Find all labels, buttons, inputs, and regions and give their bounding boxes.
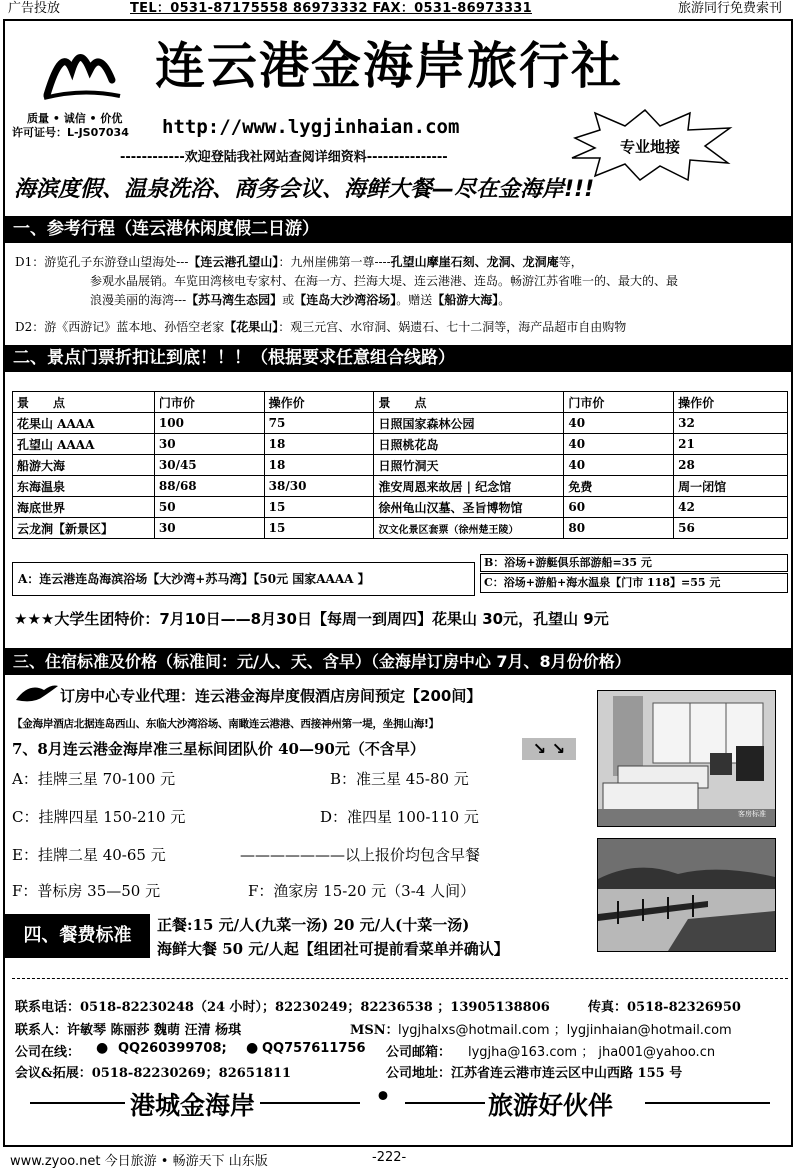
company-logo: [42, 40, 122, 109]
msn-label: MSN：: [350, 1023, 399, 1038]
photo-caption: 客房标准: [738, 810, 766, 818]
hotel-room-photo: [597, 690, 776, 827]
d1-highlight: 【连云港孔望山】: [188, 255, 279, 269]
student-offer: ★★★大学生团特价：7月10日——8月30日【每周一到周四】花果山 30元，孔望山 9元: [14, 610, 609, 628]
price-a: A：挂牌三星 70-100 元: [12, 770, 176, 788]
section-meal-title: 四、餐费标准: [5, 914, 150, 958]
price-f2: F：渔家房 15-20 元（3-4 人间）: [248, 882, 476, 900]
price-e: E：挂牌二星 40-65 元: [12, 846, 166, 864]
page-number: -222-: [372, 1150, 407, 1165]
contact-people: 联系人：许敏琴 陈丽莎 魏萌 汪清 杨琪: [15, 1023, 242, 1038]
contact-phone: 联系电话：0518-82230248（24 小时）；82230249；82236538 ；13905138806: [15, 1000, 550, 1015]
tagline-dot: •: [375, 1082, 391, 1111]
msn-address[interactable]: lygjhalxs@hotmail.com ；lygjinhaian@hotmail.com: [398, 1023, 732, 1038]
combo-c: C：浴场+游船+海水温泉【门市 118】=55 元: [480, 573, 788, 593]
free-copy-label: 旅游同行免费索刊: [678, 1, 783, 16]
price-d: D：准四星 100-110 元: [320, 808, 479, 826]
footer-site[interactable]: www.zyoo.net 今日旅游 • 畅游天下 山东版: [10, 1154, 268, 1169]
itinerary-day2: D2：游《西游记》蓝本地、孙悟空老家【花果山】：观三元宫、水帘洞、娲遗石、七十二洞等，海产品超市自由购物: [15, 320, 627, 334]
qq-penguin-icon: ●: [246, 1040, 259, 1056]
table-header-row: 景 点 门市价 操作价 景 点 门市价 操作价: [13, 392, 788, 413]
d1-prefix: D1：游览孔子东游登山望海处---: [15, 255, 189, 269]
tagline-rule: [405, 1102, 485, 1104]
email-label: 公司邮箱：: [386, 1045, 452, 1060]
online-label: 公司在线：: [15, 1045, 81, 1060]
company-title: 连云港金海岸旅行社: [155, 36, 623, 95]
d1-end: 等，: [558, 255, 583, 269]
section-itinerary-title: 一、参考行程（连云港休闲度假二日游）: [5, 216, 791, 243]
email-address[interactable]: lygjha@163.com ； jha001@yahoo.cn: [468, 1045, 716, 1060]
table-row: 东海温泉 88/68 38/30 淮安周恩来故居 | 纪念馆 免费 周一闭馆: [13, 476, 788, 497]
divider: [12, 978, 788, 979]
seafood-meal: 海鲜大餐 50 元/人起【组团社可提前看菜单并确认】: [157, 940, 509, 958]
qq-number-2[interactable]: QQ757611756: [262, 1041, 366, 1056]
slogan: 海滨度假、温泉洗浴、商务会议、海鲜大餐—尽在金海岸!!!: [14, 177, 595, 202]
bird-icon: [14, 680, 60, 710]
meal-standard: 正餐:15 元/人(九菜一汤) 20 元/人(十菜一汤): [157, 916, 470, 934]
qq-number-1[interactable]: QQ260399708;: [118, 1041, 227, 1056]
starburst-badge: [570, 108, 735, 183]
table-row: 云龙涧【新景区】 30 15 汉文化景区套票（徐州楚王陵） 80 56: [13, 518, 788, 539]
tagline-rule: [645, 1102, 770, 1104]
d1-line3: 浪漫美丽的海湾---【苏马湾生态园】或【连岛大沙湾浴场】。赠送【船游大海】。: [90, 293, 511, 307]
table-row: 船游大海 30/45 18 日照竹洞天 40 28: [13, 455, 788, 476]
company-address: 公司地址：江苏省连云港市连云区中山西路 155 号: [386, 1066, 683, 1081]
itinerary-day1: [15, 253, 785, 310]
website-link[interactable]: http://www.lygjinhaian.com: [162, 116, 460, 138]
company-motto: 质量 • 诚信 • 价优: [27, 112, 123, 125]
table-row: 孔望山 AAAA 30 18 日照桃花岛 40 21: [13, 434, 788, 455]
table-row: 海底世界 50 15 徐州龟山汉墓、圣旨博物馆 60 42: [13, 497, 788, 518]
tagline-left: 港城金海岸: [130, 1091, 256, 1120]
ad-contact: TEL：0531-87175558 86973332 FAX：0531-86973331: [130, 1, 532, 16]
group-price: 7、8月连云港金海岸准三星标间团队价 40—90元（不含早）: [12, 740, 425, 758]
license-number: 许可证号：L-JS07034: [12, 126, 129, 139]
d1-line2: 参观水晶展销。车览田湾核电专家村、在海一方、拦海大堤、连云港港、连岛。畅游江苏省唯一的、最大的、最: [90, 274, 679, 288]
combo-b: B：浴场+游艇俱乐部游船=35 元: [480, 554, 788, 572]
ad-label: 广告投放: [8, 1, 61, 16]
ticket-price-table: [12, 391, 788, 539]
seaside-photo: [597, 838, 776, 952]
tagline-right: 旅游好伙伴: [488, 1091, 614, 1120]
section-tickets-title: 二、景点门票折扣让到底！！！（根据要求任意组合线路）: [5, 345, 791, 372]
hotel-location: 【金海岸酒店北据连岛西山、东临大沙湾浴场、南瞰连云港港、西接神州第一堤，坐拥山海!】: [12, 718, 439, 730]
booking-agent: 订房中心专业代理：连云港金海岸度假酒店房间预定【200间】: [60, 687, 482, 705]
price-b: B：准三星 45-80 元: [330, 770, 469, 788]
meeting-phone: 会议&拓展：0518-82230269；82651811: [15, 1066, 292, 1081]
combo-a: A：连云港连岛海滨浴场【大沙湾+苏马湾】【50元 国家AAAA 】: [12, 562, 475, 596]
arrow-icons: ↘ ↘: [522, 738, 576, 760]
d1-mid: ：九州崖佛第一尊----: [278, 255, 391, 269]
top-bar: [0, 0, 800, 18]
qq-penguin-icon: ●: [96, 1040, 109, 1056]
d1-highlight2: 孔望山摩崖石刻、龙洞、龙洞庵: [390, 255, 559, 269]
table-row: 花果山 AAAA 100 75 日照国家森林公园 40 32: [13, 413, 788, 434]
price-c: C：挂牌四星 150-210 元: [12, 808, 186, 826]
breakfast-note: ———————以上报价均包含早餐: [240, 846, 481, 864]
tagline-rule: [260, 1102, 360, 1104]
section-lodging-title: 三、住宿标准及价格（标准间：元/人、天、含早）（金海岸订房中心 7月、8月份价格）: [5, 648, 791, 675]
price-f1: F：普标房 35—50 元: [12, 882, 161, 900]
badge-text: 专业地接: [620, 138, 681, 156]
welcome-text: ------------欢迎登陆我社网站查阅详细资料---------------: [120, 150, 448, 165]
tagline-rule: [30, 1102, 125, 1104]
contact-fax: 传真：0518-82326950: [588, 1000, 741, 1015]
